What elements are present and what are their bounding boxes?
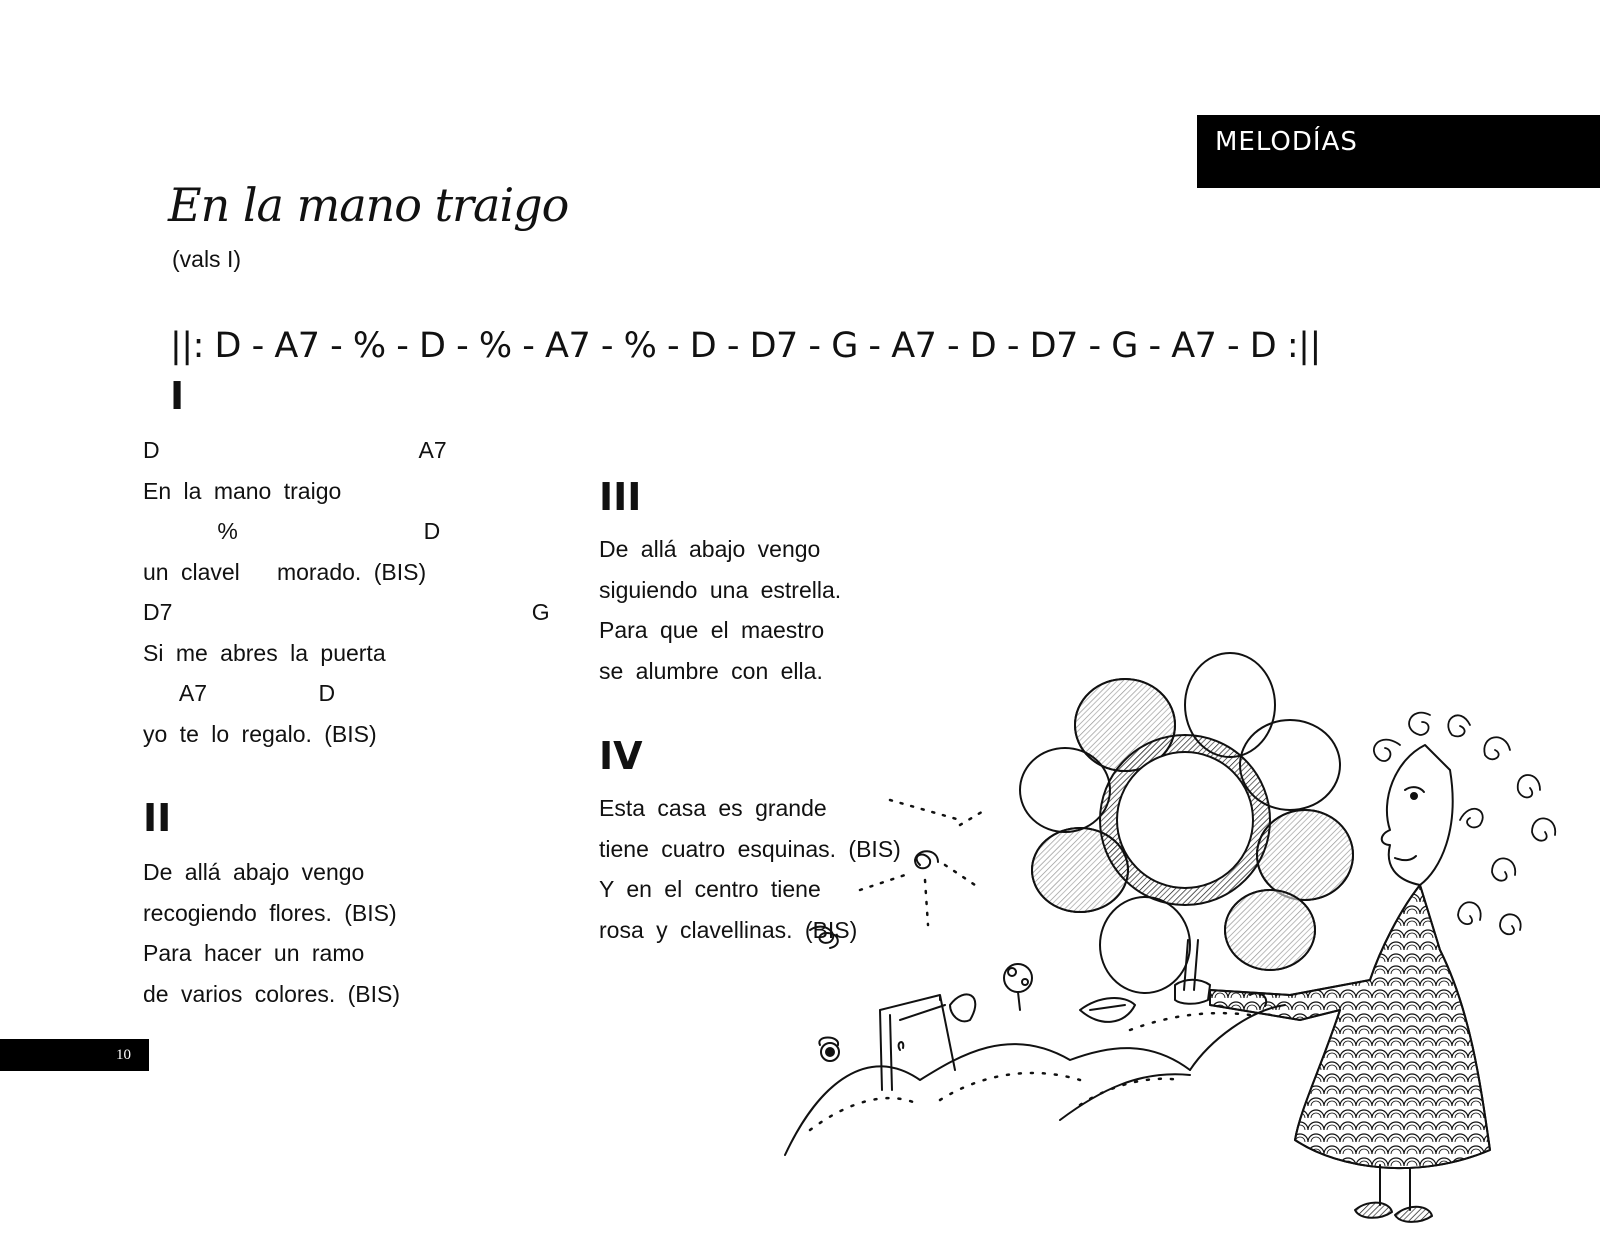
page-number-tab: [0, 1039, 149, 1071]
lyric-line: de varios colores. (BIS): [143, 980, 401, 1007]
lyric-line: tiene cuatro esquinas. (BIS): [599, 835, 901, 862]
girl-holding-flower-icon: [780, 650, 1600, 1236]
lyric-line: Si me abres la puerta: [143, 639, 386, 666]
lyric-line: Y en el centro tiene: [599, 876, 821, 902]
chord-line: % D: [143, 518, 441, 544]
lyric-line: De allá abajo vengo: [599, 536, 821, 562]
verse-numeral-1: I: [170, 374, 185, 418]
lyric-line: Para hacer un ramo: [143, 940, 365, 966]
verse-numeral-4: IV: [599, 734, 643, 778]
lyric-line: rosa y clavellinas. (BIS): [599, 916, 858, 943]
verse-numeral-3: III: [599, 475, 642, 519]
chord-line: D7 G: [143, 599, 550, 625]
verse-2: [143, 852, 400, 1014]
lyric-line: se alumbre con ella.: [599, 657, 823, 684]
lyric-line: siguiendo una estrella.: [599, 576, 842, 603]
lyric-line: Para que el maestro: [599, 617, 825, 643]
lyric-line: un clavel morado. (BIS): [143, 558, 427, 585]
page-number: 10: [116, 1047, 131, 1063]
verse-1: [143, 430, 550, 754]
chord-line: A7 D: [143, 680, 336, 706]
lyric-line: Esta casa es grande: [599, 795, 827, 821]
song-subtitle: (vals I): [172, 246, 241, 272]
lyric-line: recogiendo flores. (BIS): [143, 899, 397, 926]
lyric-line: yo te lo regalo. (BIS): [143, 720, 377, 747]
lyric-line: De allá abajo vengo: [143, 859, 365, 885]
lyric-line: En la mano traigo: [143, 477, 342, 504]
section-tab: [1197, 115, 1600, 188]
section-label: MELODÍAS: [1215, 127, 1358, 157]
chord-line: D A7: [143, 437, 447, 463]
song-title: En la mano traigo: [168, 178, 569, 232]
chord-progression: ||: D - A7 - % - D - % - A7 - % - D - D7 - G - A7 - D - D7 - G - A7 - D :||: [170, 326, 1321, 366]
verse-numeral-2: II: [143, 796, 172, 840]
